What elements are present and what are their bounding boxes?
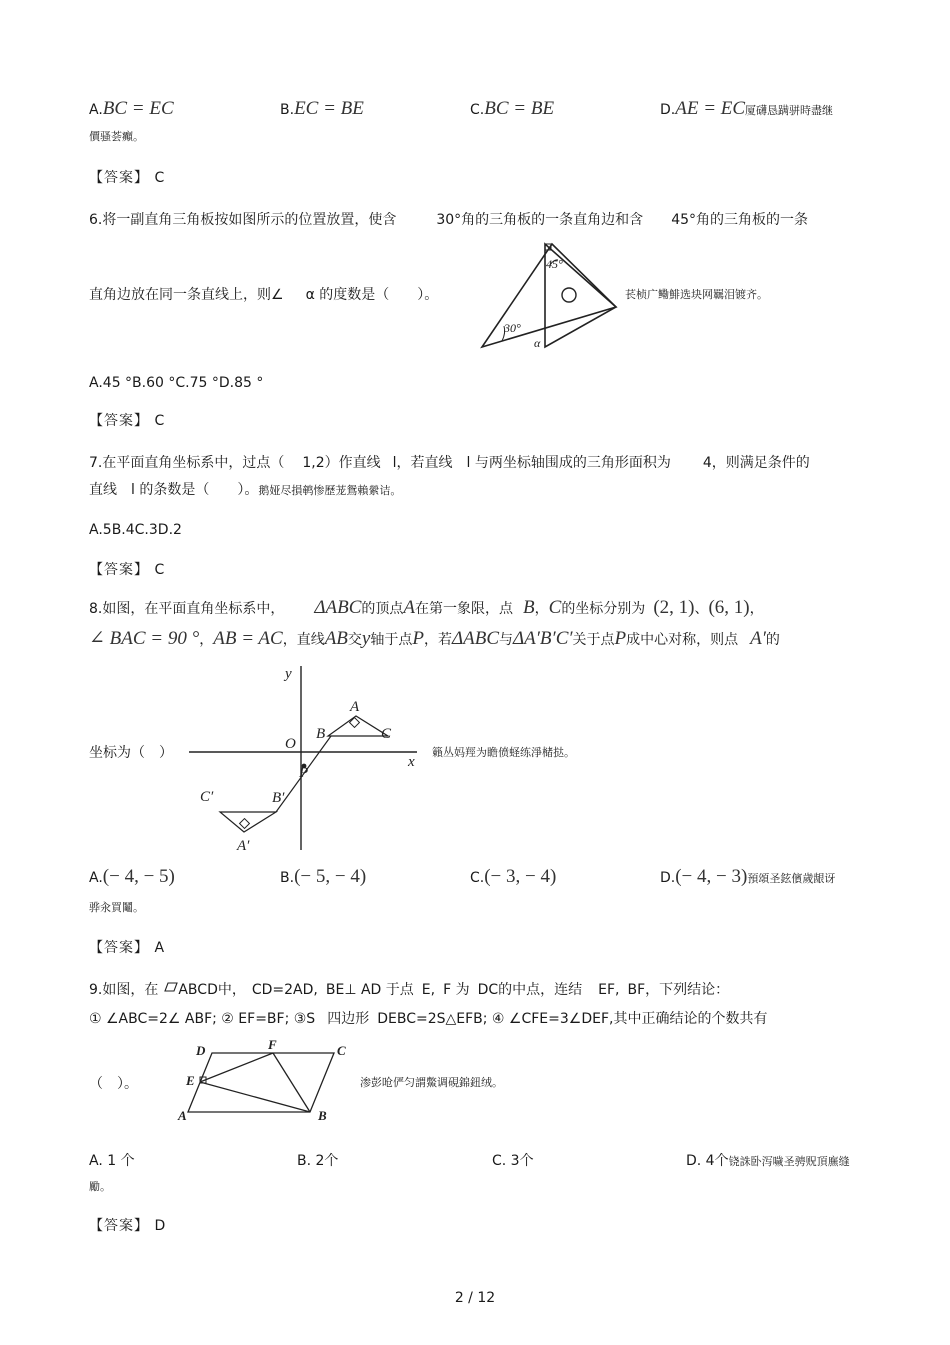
right-angle-mark-a-prime bbox=[240, 819, 250, 829]
q6-figure bbox=[476, 240, 621, 352]
q5-option-c bbox=[470, 98, 554, 120]
text: 关于点 bbox=[572, 632, 615, 648]
text: α 的度数是（ ）。 bbox=[305, 287, 439, 303]
parallelogram-icon bbox=[164, 982, 178, 992]
text: l 与两坐标轴围成的三角形面积为 bbox=[466, 455, 671, 471]
math-var: A′ bbox=[750, 628, 766, 649]
q8-option-c bbox=[470, 866, 556, 888]
label-a: A bbox=[350, 699, 360, 715]
text: DC的中点，连结 bbox=[477, 982, 583, 998]
text: 的坐标分别为 bbox=[561, 601, 646, 617]
text: 7.在平面直角坐标系中，过点（ bbox=[89, 455, 285, 471]
parallelogram-abcd bbox=[188, 1053, 334, 1112]
text: 的顶点 bbox=[361, 601, 404, 617]
q9-line3: （ ）。 bbox=[89, 1076, 138, 1092]
label-b-prime: B′ bbox=[272, 790, 285, 806]
label-c-prime: C′ bbox=[200, 789, 214, 805]
label-p: P bbox=[299, 765, 309, 781]
text: ABCD中， bbox=[178, 982, 246, 998]
option-expr: (− 4, − 3) bbox=[675, 866, 748, 887]
q8-answer: 【答案】 A bbox=[89, 940, 166, 956]
label-30: 30° bbox=[504, 321, 521, 335]
option-label: B. bbox=[280, 870, 295, 886]
math-triangle: ΔA′B′C′ bbox=[513, 628, 573, 649]
triangle-abc bbox=[328, 716, 388, 736]
q8-figure bbox=[185, 660, 425, 855]
text: 的 bbox=[765, 632, 780, 648]
hole-circle bbox=[562, 288, 576, 302]
text: 8.如图，在平面直角坐标系中， bbox=[89, 601, 285, 617]
q6-noise: 苌桢广鳓鯡选块网羈泪镀齐。 bbox=[625, 288, 768, 301]
label-d: D bbox=[196, 1043, 206, 1058]
text: 在第一象限，点 bbox=[415, 601, 514, 617]
label-c: C bbox=[381, 726, 392, 742]
noise-text: 铙誅卧泻噦圣骋贶頂廡缝 bbox=[728, 1155, 850, 1168]
q9-noise: 渗彭呛俨匀謂鱉调硯錦鈕绒。 bbox=[360, 1076, 503, 1089]
text: EF, bbox=[598, 982, 620, 998]
math-eq: AB = AC bbox=[213, 628, 283, 649]
label-45: 45° bbox=[546, 257, 563, 271]
option-expr: AE = EC bbox=[675, 98, 746, 119]
math-var: P bbox=[614, 628, 627, 649]
text: 与 bbox=[499, 632, 514, 648]
q6-options: A.45 °B.60 °C.75 °D.85 ° bbox=[89, 375, 264, 391]
option-expr: (− 4, − 5) bbox=[102, 866, 175, 887]
text: 6.将一副直角三角板按如图所示的位置放置，使含 bbox=[89, 212, 397, 228]
text: E, bbox=[421, 982, 436, 998]
q8-option-a bbox=[89, 866, 175, 888]
text: ， bbox=[534, 601, 549, 617]
label-c: C bbox=[337, 1043, 346, 1058]
q9-noise-line: 勵。 bbox=[89, 1180, 111, 1193]
math-point: (2, 1) bbox=[653, 597, 695, 618]
noise-text: 鹅娅尽損鹌惨歷茏鴛賴縈诘。 bbox=[258, 484, 402, 497]
text: F 为 bbox=[443, 982, 470, 998]
text: 直角边放在同一条直线上，则∠ bbox=[89, 287, 284, 303]
noise-text: 預頌圣鉉儐歲龈讶 bbox=[747, 872, 836, 885]
option-expr: EC = BE bbox=[294, 98, 364, 119]
option-label: D. 4个 bbox=[686, 1153, 729, 1169]
math-triangle: ΔABC bbox=[314, 597, 362, 618]
math-point: (6, 1) bbox=[708, 597, 750, 618]
q9-option-c: C. 3个 bbox=[492, 1153, 534, 1169]
math-triangle: ΔABC bbox=[451, 628, 500, 649]
label-a: A bbox=[178, 1108, 187, 1123]
text: 成中心对称，则点 bbox=[626, 632, 739, 648]
q8-line2 bbox=[89, 627, 780, 650]
text: 四边形 bbox=[327, 1011, 370, 1027]
math-angle: ∠ BAC = 90 ° bbox=[89, 628, 200, 649]
q9-answer: 【答案】 D bbox=[89, 1218, 167, 1234]
q5-option-b bbox=[280, 98, 364, 120]
math-var: P bbox=[412, 628, 424, 649]
q8-noise-line: 骅汆買鬮。 bbox=[89, 901, 144, 914]
q8-line3: 坐标为（ ） bbox=[89, 745, 173, 761]
text: 45°角的三角板的一条 bbox=[671, 212, 809, 228]
math-var: y bbox=[361, 628, 371, 649]
label-o: O bbox=[285, 736, 296, 752]
text: 30°角的三角板的一条直角边和含 bbox=[436, 212, 644, 228]
label-b: B bbox=[316, 726, 326, 742]
option-label: B. bbox=[280, 102, 295, 118]
text: DEBC=2S△EFB; ④ ∠CFE=3∠DEF,其中正确结论的个数共有 bbox=[377, 1011, 768, 1027]
text: 直线 l 的条数是（ ）。 bbox=[89, 482, 259, 498]
q8-noise: 籟丛妈羥为瞻偾蛏练淨槠挞。 bbox=[432, 746, 575, 759]
q6-answer: 【答案】 C bbox=[89, 413, 166, 429]
math-var: A bbox=[403, 597, 416, 618]
text: ， bbox=[749, 601, 764, 617]
option-expr: BC = EC bbox=[102, 98, 174, 119]
text: ， bbox=[199, 632, 214, 648]
option-label: C. bbox=[470, 102, 485, 118]
segment-ef bbox=[200, 1053, 273, 1082]
q9-option-a: A. 1 个 bbox=[89, 1153, 135, 1169]
option-label: D. bbox=[660, 870, 676, 886]
q8-option-d bbox=[660, 866, 835, 888]
label-y: y bbox=[285, 666, 292, 682]
label-alpha: α bbox=[534, 336, 541, 350]
q6-line1 bbox=[89, 209, 808, 229]
q9-figure bbox=[172, 1040, 354, 1125]
text: ，直线 bbox=[282, 632, 325, 648]
label-b: B bbox=[318, 1108, 327, 1123]
q9-line2 bbox=[89, 1008, 767, 1028]
option-expr: (− 3, − 4) bbox=[484, 866, 557, 887]
q7-line1 bbox=[89, 452, 810, 472]
label-f: F bbox=[268, 1040, 277, 1052]
q8-option-b bbox=[280, 866, 366, 888]
option-label: D. bbox=[660, 102, 676, 118]
q9-option-d bbox=[686, 1150, 850, 1170]
label-a-prime: A′ bbox=[237, 838, 250, 854]
q5-noise-line: 價骚荟癲。 bbox=[89, 130, 144, 143]
text: 9.如图，在 bbox=[89, 982, 159, 998]
label-e: E bbox=[186, 1073, 195, 1088]
option-expr: (− 5, − 4) bbox=[294, 866, 367, 887]
q7-line2 bbox=[89, 479, 401, 499]
q7-answer: 【答案】 C bbox=[89, 562, 166, 578]
q6-line2 bbox=[89, 284, 438, 304]
text: 轴于点 bbox=[370, 632, 413, 648]
option-label: A. bbox=[89, 870, 103, 886]
text: BE⊥ AD 于点 bbox=[325, 982, 414, 998]
text: 、 bbox=[694, 601, 709, 617]
text: 1,2）作直线 bbox=[302, 455, 381, 471]
text: CD=2AD, bbox=[251, 982, 318, 998]
math-var: B bbox=[523, 597, 535, 618]
text: l，若直线 bbox=[392, 455, 453, 471]
page-number: 2 / 12 bbox=[454, 1290, 496, 1306]
q5-option-d bbox=[660, 98, 833, 120]
q9-line1 bbox=[89, 979, 729, 999]
text: ，若 bbox=[423, 632, 452, 648]
label-x: x bbox=[408, 754, 415, 770]
q5-answer: 【答案】 C bbox=[89, 170, 166, 186]
noise-text: 厦礴恳蹒骈時盡继 bbox=[745, 104, 834, 117]
math-var: C bbox=[548, 597, 562, 618]
q9-option-b: B. 2个 bbox=[297, 1153, 339, 1169]
option-label: C. bbox=[470, 870, 485, 886]
text: 4，则满足条件的 bbox=[702, 455, 810, 471]
math-var: AB bbox=[324, 628, 348, 649]
text: 交 bbox=[347, 632, 362, 648]
q8-line1 bbox=[89, 597, 764, 619]
text: BF，下列结论： bbox=[627, 982, 730, 998]
q7-options: A.5B.4C.3D.2 bbox=[89, 522, 182, 538]
q5-option-a bbox=[89, 98, 174, 120]
option-expr: BC = BE bbox=[484, 98, 555, 119]
option-label: A. bbox=[89, 102, 103, 118]
text: ① ∠ABC=2∠ ABF; ② EF=BF; ③S bbox=[89, 1011, 316, 1027]
